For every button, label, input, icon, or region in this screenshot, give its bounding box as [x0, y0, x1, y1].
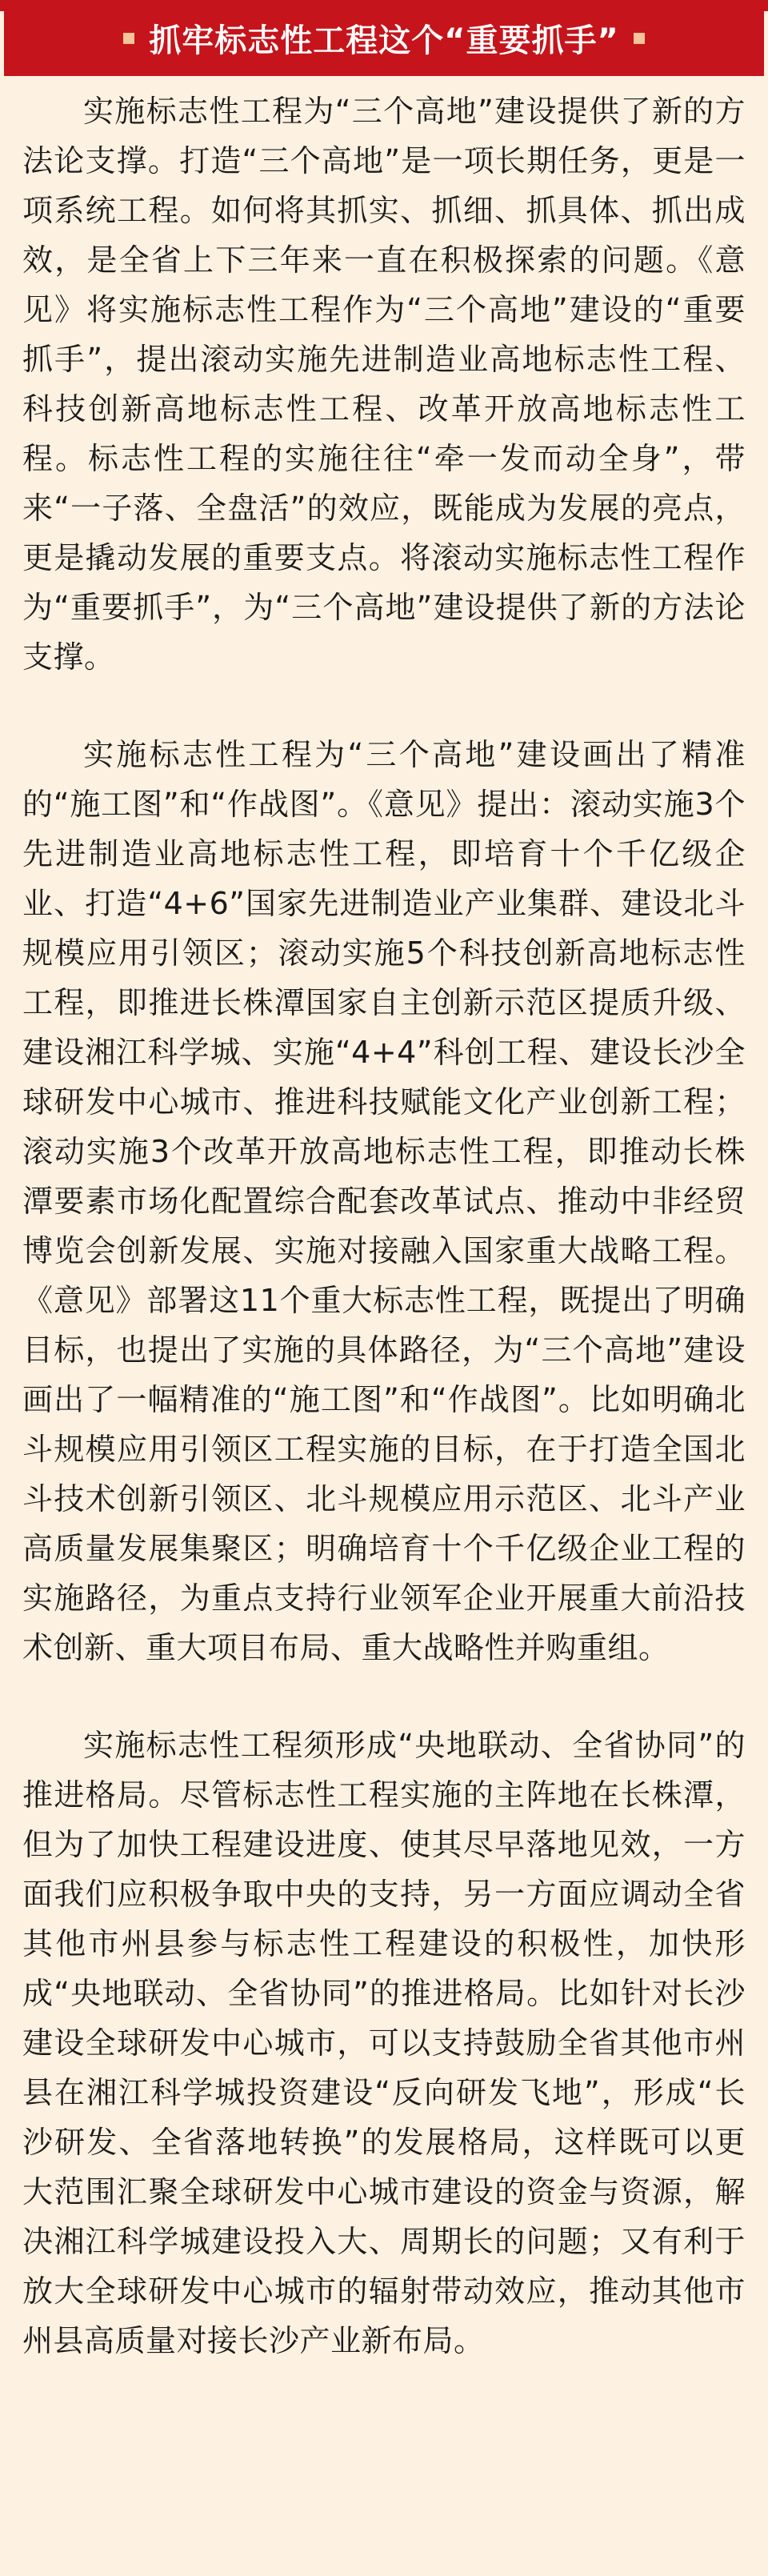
section-title: 抓牢标志性工程这个“重要抓手” [149, 22, 619, 59]
article-body [22, 86, 746, 2366]
section-banner [4, 0, 764, 76]
paragraph: 实施标志性工程为“三个高地”建设提供了新的方法论支撑。打造“三个高地”是一项长期任务，更是一项系统工程。如何将其抓实、抓细、抓具体、抓出成效，是全省上下三年来一直在积极探索的问题。《意见》将实施标志性工程作为“三个高地”建设的“重要抓手”，提出滚动实施先进制造业高地标志性工程、科技创新高地标志性工程、改革开放高地标志性工程。标志性工程的实施往往“牵一发而动全身”，带来“一子落、全盘活”的效应，既能成为发展的亮点，更是撬动发展的重要支点。将滚动实施标志性工程作为“重要抓手”，为“三个高地”建设提供了新的方法论支撑。 [22, 94, 746, 675]
square-bullet-icon [123, 33, 134, 44]
paragraph: 实施标志性工程须形成“央地联动、全省协同”的推进格局。尽管标志性工程实施的主阵地在长株潭，但为了加快工程建设进度、使其尽早落地见效，一方面我们应积极争取中央的支持，另一方面应调动全省其他市州县参与标志性工程建设的积极性，加快形成“央地联动、全省协同”的推进格局。比如针对长沙建设全球研发中心城市，可以支持鼓励全省其他市州县在湘江科学城投资建设“反向研发飞地”，形成“长沙研发、全省落地转换”的发展格局，这样既可以更大范围汇聚全球研发中心城市建设的资金与资源，解决湘江科学城建设投入大、周期长的问题；又有利于放大全球研发中心城市的辐射带动效应，推动其他市州县高质量对接长沙产业新布局。 [22, 1728, 746, 2358]
paragraph: 实施标志性工程为“三个高地”建设画出了精准的“施工图”和“作战图”。《意见》提出：滚动实施3个先进制造业高地标志性工程，即培育十个千亿级企业、打造“4+6”国家先进制造业产业集群、建设北斗规模应用引领区；滚动实施5个科技创新高地标志性工程，即推进长株潭国家自主创新示范区提质升级、建设湘江科学城、实施“4+4”科创工程、建设长沙全球研发中心城市、推进科技赋能文化产业创新工程；滚动实施3个改革开放高地标志性工程，即推动长株潭要素市场化配置综合配套改革试点、推动中非经贸博览会创新发展、实施对接融入国家重大战略工程。《意见》部署这11个重大标志性工程，既提出了明确目标，也提出了实施的具体路径，为“三个高地”建设画出了一幅精准的“施工图”和“作战图”。比如明确北斗规模应用引领区工程实施的目标，在于打造全国北斗技术创新引领区、北斗规模应用示范区、北斗产业高质量发展集聚区；明确培育十个千亿级企业工程的实施路径，为重点支持行业领军企业开展重大前沿技术创新、重大项目布局、重大战略性并购重组。 [22, 737, 746, 1665]
square-bullet-icon [634, 33, 645, 44]
